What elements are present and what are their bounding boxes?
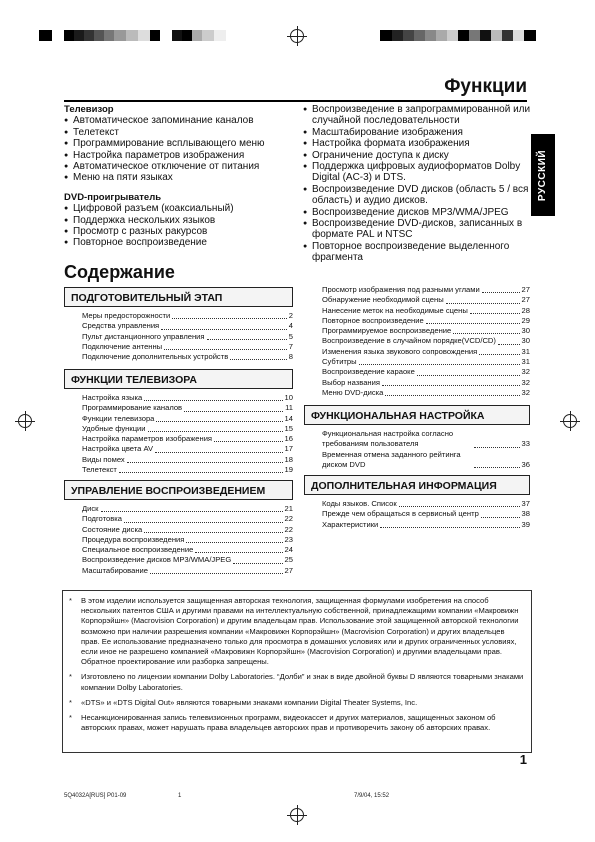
toc-entry[interactable]	[82, 545, 293, 555]
toc-entry[interactable]	[322, 429, 530, 450]
toc-entry-page: 28	[521, 305, 530, 315]
feature-text: Воспроизведение в запрограммированной или случайной последовательности	[312, 104, 531, 127]
toc-entry[interactable]	[322, 336, 530, 346]
toc-entry-title: Диск	[82, 504, 99, 513]
toc-entry-title: Субтитры	[322, 357, 357, 367]
dot-leader	[150, 573, 283, 574]
feature-text: Поддержка нескольких языков	[73, 214, 216, 226]
toc-entry[interactable]	[322, 326, 530, 336]
bullet-icon: ●	[303, 208, 308, 216]
feature-text: Повторное воспроизведение	[73, 237, 207, 249]
toc-entry-title: Меню DVD-диска	[322, 387, 384, 397]
toc-entry-page: 32	[521, 387, 530, 397]
toc-entry[interactable]	[322, 388, 530, 398]
bullet-icon: ●	[303, 151, 308, 159]
dot-leader	[207, 339, 287, 340]
feature-text: Автоматическое отключение от питания	[73, 161, 260, 173]
toc-heading: Содержание	[64, 262, 175, 282]
legal-note-text: «DTS» и «DTS Digital Out» являются товарными знаками компании Digital Theater Systems, Inc.	[81, 697, 418, 707]
toc-section-title: ФУНКЦИОНАЛЬНАЯ НАСТРОЙКА	[304, 405, 530, 425]
toc-entry[interactable]	[82, 403, 293, 413]
toc-entry-page: 4	[288, 321, 293, 331]
toc-list	[304, 499, 530, 530]
toc-entry-page: 32	[521, 367, 530, 377]
toc-entry-title: Просмотр изображения под разными углами	[322, 285, 480, 294]
page-number: 1	[519, 752, 527, 767]
toc-entry-title: Выбор названия	[322, 377, 380, 387]
toc-entry[interactable]	[322, 450, 530, 471]
feature-item	[303, 184, 531, 207]
dot-leader	[172, 318, 287, 319]
toc-entry-title: Подключение антенны	[82, 341, 163, 351]
feature-item	[303, 138, 531, 149]
toc-entry-title: Виды помех	[82, 454, 125, 464]
dot-leader	[148, 431, 283, 432]
bullet-icon: ●	[303, 242, 308, 250]
toc-list	[304, 429, 530, 470]
dot-leader	[399, 506, 520, 507]
feature-item	[303, 127, 531, 138]
toc-entry-page: 27	[284, 565, 293, 575]
toc-entry-page: 22	[284, 514, 293, 524]
dot-leader	[144, 400, 282, 401]
toc-entry-page: 36	[521, 459, 530, 469]
feature-text: Цифровой разъем (коаксиальный)	[73, 203, 234, 215]
toc-entry[interactable]	[82, 434, 293, 444]
feature-text: Программирование всплывающего меню	[73, 138, 265, 150]
toc-entry[interactable]	[322, 367, 530, 377]
toc-entry-page: 39	[521, 519, 530, 529]
dot-leader	[214, 441, 283, 442]
dot-leader	[184, 411, 283, 412]
toc-entry-title: Характеристики	[322, 519, 379, 529]
feature-item	[64, 237, 294, 248]
footer-file-id: 5Q4032A[RUS] P01-09	[64, 793, 127, 799]
dot-leader	[101, 511, 283, 512]
dot-leader	[482, 292, 520, 293]
toc-entry-page: 2	[288, 311, 293, 320]
toc-entry-title: Меры предосторожности	[82, 311, 171, 320]
toc-entry-title: Программирование каналов	[82, 403, 183, 413]
page-title: Функции	[444, 76, 527, 97]
toc-entry-page: 30	[521, 336, 530, 346]
toc-entry-title: Средства управления	[82, 321, 160, 331]
toc-entry-page: 17	[284, 444, 293, 454]
dot-leader	[474, 447, 520, 448]
feature-text: Настройка параметров изображения	[73, 149, 245, 161]
toc-entry-page: 18	[284, 454, 293, 464]
toc-entry[interactable]	[82, 566, 293, 576]
tv-features-list	[64, 115, 294, 183]
toc-entry-page: 7	[288, 341, 293, 351]
toc-list	[64, 311, 293, 362]
feature-item	[303, 161, 531, 184]
toc-entry[interactable]	[82, 332, 293, 342]
bullet-icon: ●	[64, 128, 69, 136]
feature-text: Автоматическое запоминание каналов	[73, 115, 254, 127]
bullet-icon: ●	[303, 185, 308, 193]
toc-entry-title: Процедура воспроизведения	[82, 534, 185, 544]
toc-list	[64, 504, 293, 576]
dot-leader	[161, 329, 287, 330]
dot-leader	[498, 344, 520, 345]
tv-features-heading: Телевизор	[64, 104, 114, 115]
toc-entry-page: 16	[284, 434, 293, 444]
toc-section-preparation	[64, 287, 293, 362]
feature-item	[303, 241, 531, 264]
toc-entry[interactable]	[322, 378, 530, 388]
toc-entry-title: Настройка цвета AV	[82, 444, 154, 454]
dot-leader	[417, 375, 520, 376]
toc-entry-page: 19	[284, 465, 293, 475]
registration-mark-top	[290, 29, 304, 43]
dot-leader	[124, 522, 283, 523]
footer-date: 7/9/04, 15:52	[354, 793, 390, 799]
toc-list	[64, 393, 293, 475]
toc-entry-page: 31	[521, 346, 530, 356]
feature-item	[64, 172, 294, 183]
legal-note-text: В этом изделии используется защищенная авторская технология, защищенная формулами изобретения на способ нескольких патентов США и другими правами на интеллектуальную собственной, принадлежащими компании «Макровижн Корпорэйшн» (Macrovision Corporation) и другим владельцам прав. Использование этой защищенной авторской технологии возможно при наличии разрешения компании «Макровижн Корпорэйшн» (Macrovision Corporation) и других владельцев прав. Ее использование предназначено только для просмотра в домашних условиях или и других ограниченных условиях, если иное не разрешено компанией «Макровижн Корпорэйшн» (Macrovision Corporation) и другими владельцами прав. Обратное проектирование или разборка запрещены.	[81, 596, 519, 667]
toc-entry[interactable]	[82, 444, 293, 454]
toc-entry[interactable]	[82, 424, 293, 434]
toc-entry-page: 22	[284, 524, 293, 534]
dot-leader	[479, 354, 519, 355]
toc-entry[interactable]	[82, 352, 293, 362]
bullet-icon: ●	[303, 106, 308, 113]
feature-text: Просмотр с разных ракурсов	[73, 226, 208, 238]
feature-item	[64, 127, 294, 138]
legal-note	[69, 672, 525, 692]
toc-entry-title: Подготовка	[82, 514, 122, 524]
toc-entry-page: 27	[521, 285, 530, 294]
toc-entry[interactable]	[82, 414, 293, 424]
toc-section-playback-continued	[304, 285, 530, 398]
toc-entry[interactable]	[322, 306, 530, 316]
toc-entry[interactable]	[82, 504, 293, 514]
dot-leader	[144, 532, 282, 533]
toc-section-title: ПОДГОТОВИТЕЛЬНЫЙ ЭТАП	[64, 287, 293, 307]
toc-entry-title: Состояние диска	[82, 524, 143, 534]
toc-section-title: УПРАВЛЕНИЕ ВОСПРОИЗВЕДЕНИЕМ	[64, 480, 293, 500]
dot-leader	[426, 323, 520, 324]
dot-leader	[195, 552, 282, 553]
toc-entry[interactable]	[82, 321, 293, 331]
toc-entry[interactable]	[322, 316, 530, 326]
dot-leader	[119, 472, 283, 473]
toc-entry-title: Специальное воспроизведение	[82, 545, 194, 555]
toc-entry-page: 33	[521, 439, 530, 449]
toc-section-title: ФУНКЦИИ ТЕЛЕВИЗОРА	[64, 369, 293, 389]
feature-text: Воспроизведение дисков MP3/WMA/JPEG	[312, 206, 509, 218]
feature-text: Телетекст	[73, 126, 119, 138]
legal-note	[69, 596, 525, 667]
bullet-icon: ●	[64, 174, 69, 182]
dot-leader	[127, 462, 283, 463]
toc-entry-page: 27	[521, 295, 530, 305]
bullet-icon: ●	[303, 128, 308, 136]
feature-item	[64, 215, 294, 226]
toc-entry-page: 10	[284, 393, 293, 402]
feature-text: Масштабирование изображения	[312, 126, 463, 138]
toc-entry-title: Обнаружение необходимой сцены	[322, 295, 444, 305]
toc-entry[interactable]	[82, 465, 293, 475]
toc-section-title: ДОПОЛНИТЕЛЬНАЯ ИНФОРМАЦИЯ	[304, 475, 530, 495]
feature-text: Повторное воспроизведение выделенного фрагмента	[312, 240, 510, 264]
toc-entry[interactable]	[82, 525, 293, 535]
bullet-icon: ●	[303, 140, 308, 148]
toc-entry[interactable]	[322, 295, 530, 305]
toc-entry-page: 30	[521, 326, 530, 336]
footer-page: 1	[178, 793, 182, 799]
features-left-column	[64, 104, 294, 249]
feature-item	[303, 218, 531, 241]
feature-item	[64, 138, 294, 149]
toc-entry-page: 11	[285, 403, 293, 413]
feature-text: Поддержка цифровых аудиоформатов Dolby Digital (AC-3) и DTS.	[312, 161, 521, 184]
asterisk-icon: *	[69, 713, 72, 723]
toc-entry-title: Временная отмена заданного рейтинга диском DVD	[322, 449, 461, 469]
dot-leader	[481, 517, 520, 518]
toc-entry-title: Пульт дистанционного управления	[82, 331, 205, 341]
dot-leader	[155, 452, 282, 453]
toc-entry-page: 15	[284, 423, 293, 433]
toc-entry[interactable]	[322, 357, 530, 367]
bullet-icon: ●	[303, 163, 308, 171]
language-tab	[531, 134, 555, 216]
toc-entry[interactable]	[322, 520, 530, 530]
bullet-icon: ●	[64, 228, 69, 236]
toc-section-additional	[304, 475, 530, 530]
printer-color-bars-left	[39, 30, 226, 41]
toc-entry-title: Функции телевизора	[82, 413, 155, 423]
dot-leader	[385, 395, 519, 396]
bullet-icon: ●	[64, 163, 69, 171]
bullet-icon: ●	[64, 239, 69, 247]
bullet-icon: ●	[64, 140, 69, 148]
toc-entry[interactable]	[82, 514, 293, 524]
toc-entry-title: Функциональная настройка согласно требованиям пользователя	[322, 429, 454, 449]
toc-entry-title: Повторное воспроизведение	[322, 315, 424, 325]
toc-entry-title: Изменения языка звукового сопровождения	[322, 346, 478, 356]
toc-entry-page: 24	[284, 545, 293, 555]
toc-entry-title: Удобные функции	[82, 423, 146, 433]
bullet-icon: ●	[64, 151, 69, 159]
asterisk-icon: *	[69, 672, 72, 682]
feature-text: Воспроизведение DVD дисков (область 5 / вся область) и аудио дисков.	[312, 183, 529, 207]
toc-entry[interactable]	[82, 535, 293, 545]
bullet-icon: ●	[64, 117, 69, 125]
registration-mark-left	[18, 414, 32, 428]
toc-entry-title: Прежде чем обращаться в сервисный центр	[322, 509, 479, 519]
toc-entry-title: Воспроизведение дисков MP3/WMA/JPEG	[82, 555, 232, 565]
feature-item	[64, 203, 294, 214]
toc-entry[interactable]	[322, 509, 530, 519]
asterisk-icon: *	[69, 697, 72, 707]
dot-leader	[156, 421, 282, 422]
dot-leader	[453, 333, 519, 334]
toc-entry-title: Воспроизведение в случайном порядке(VCD/CD)	[322, 336, 496, 346]
dot-leader	[446, 303, 520, 304]
toc-entry[interactable]	[82, 342, 293, 352]
toc-entry[interactable]	[322, 285, 530, 295]
toc-entry-page: 21	[284, 504, 293, 513]
toc-section-setup	[304, 405, 530, 470]
toc-entry-title: Масштабирование	[82, 565, 149, 575]
toc-entry[interactable]	[82, 393, 293, 403]
toc-entry[interactable]	[82, 311, 293, 321]
dot-leader	[380, 527, 519, 528]
toc-entry-page: 31	[521, 357, 530, 367]
registration-mark-bottom	[290, 808, 304, 822]
dot-leader	[359, 364, 520, 365]
toc-section-tv	[64, 369, 293, 475]
registration-mark-right	[563, 414, 577, 428]
toc-entry[interactable]	[322, 347, 530, 357]
legal-note-text: Несанкционированная запись телевизионных программ, видеокассет и других материалов, защищенных законом об авторских правах, может нарушать права владельцев авторских прав и противоречить закону об авторских правах.	[81, 713, 496, 733]
toc-entry-page: 23	[284, 534, 293, 544]
dot-leader	[164, 349, 287, 350]
title-rule	[64, 100, 527, 102]
toc-entry-page: 29	[521, 315, 530, 325]
toc-entry-title: Программируемое воспроизведение	[322, 326, 452, 336]
language-tab-label: РУССКИЙ	[537, 149, 549, 201]
feature-item	[303, 150, 531, 161]
bullet-icon: ●	[303, 220, 308, 228]
toc-entry[interactable]	[82, 455, 293, 465]
toc-entry-page: 32	[521, 377, 530, 387]
toc-entry-title: Воспроизведение караоке	[322, 367, 415, 377]
toc-entry-title: Подключение дополнительных устройств	[82, 352, 229, 362]
toc-entry-title: Настройка языка	[82, 393, 143, 402]
toc-entry-page: 37	[521, 499, 530, 508]
legal-note-text: Изготовлено по лицензии компании Dolby Laboratories. “Долби” и знак в виде двойной буквы D являются товарными знаками компании Dolby Laboratories.	[81, 672, 524, 692]
feature-item	[64, 115, 294, 126]
feature-text: Ограничение доступа к диску	[312, 149, 449, 161]
dot-leader	[382, 385, 520, 386]
legal-note	[69, 713, 525, 733]
feature-text: Настройка формата изображения	[312, 138, 470, 150]
toc-entry-title: Настройка параметров изображения	[82, 434, 213, 444]
asterisk-icon: *	[69, 596, 72, 605]
bullet-icon: ●	[64, 205, 69, 213]
dot-leader	[470, 313, 520, 314]
toc-entry[interactable]	[82, 555, 293, 565]
printer-color-bars-right	[380, 30, 536, 41]
toc-entry-page: 5	[288, 331, 293, 341]
toc-entry-page: 38	[521, 509, 530, 519]
dot-leader	[186, 542, 282, 543]
legal-note	[69, 698, 525, 708]
more-features-list	[303, 104, 531, 264]
feature-item	[64, 161, 294, 172]
toc-entry-title: Нанесение меток на необходимые сцены	[322, 305, 468, 315]
toc-entry-title: Коды языков. Список	[322, 499, 397, 508]
dot-leader	[474, 467, 520, 468]
dvd-features-list	[64, 203, 294, 249]
toc-entry-page: 14	[284, 413, 293, 423]
legal-notes-box	[62, 590, 532, 753]
dot-leader	[233, 563, 282, 564]
toc-section-playback	[64, 480, 293, 576]
feature-item	[64, 226, 294, 237]
toc-entry-page: 8	[288, 352, 293, 362]
toc-entry[interactable]	[322, 499, 530, 509]
toc-entry-page: 25	[284, 555, 293, 565]
dot-leader	[230, 359, 287, 360]
features-right-column	[303, 104, 531, 264]
feature-item	[303, 104, 531, 127]
feature-text: Воспроизведение DVD-дисков, записанных в формате PAL и NTSC	[312, 218, 523, 241]
toc-entry-title: Телетекст	[82, 465, 117, 475]
toc-list	[304, 285, 530, 398]
feature-item	[64, 150, 294, 161]
feature-item	[303, 207, 531, 218]
dvd-features-heading: DVD-проигрыватель	[64, 191, 162, 203]
feature-text: Меню на пяти языках	[73, 172, 173, 184]
bullet-icon: ●	[64, 216, 69, 224]
